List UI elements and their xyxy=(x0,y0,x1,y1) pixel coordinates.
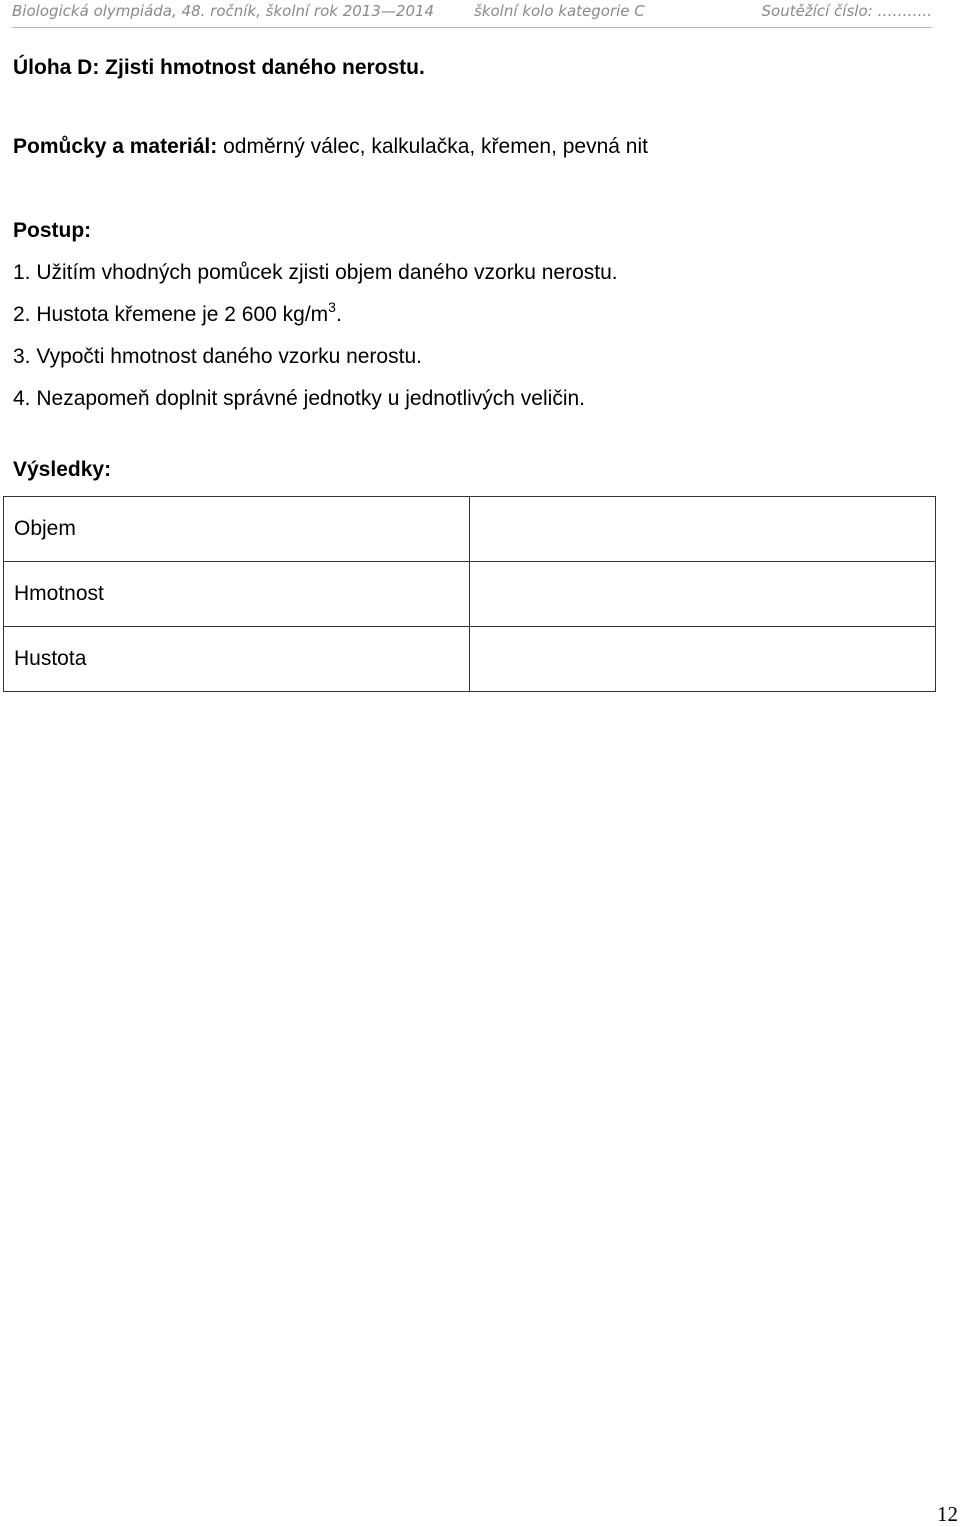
table-row xyxy=(4,627,936,692)
tools-label: Pomůcky a materiál: xyxy=(13,135,218,158)
results-answer-mass[interactable] xyxy=(470,562,936,627)
header-contestant-number: Soutěžící číslo: ……….. xyxy=(761,2,932,20)
results-answer-density[interactable] xyxy=(470,627,936,692)
procedure-step: 3. Vypočti hmotnost daného vzorku nerostu. xyxy=(13,345,422,368)
header-olympiad-info: Biologická olympiáda, 48. ročník, školní rok 2013—2014 xyxy=(12,2,435,20)
procedure-heading: Postup: xyxy=(13,219,92,242)
tools-value: odměrný válec, kalkulačka, křemen, pevná nit xyxy=(217,135,648,158)
page-header xyxy=(0,0,960,27)
table-row xyxy=(4,562,936,627)
header-divider xyxy=(12,27,932,28)
table-row xyxy=(4,497,936,562)
results-answer-volume[interactable] xyxy=(470,497,936,562)
results-label-density: Hustota xyxy=(4,627,470,692)
procedure-step-text: 2. Hustota křemene je 2 600 kg/m xyxy=(13,303,329,326)
tools-line xyxy=(13,135,648,159)
procedure-step: 1. Užitím vhodných pomůcek zjisti objem daného vzorku nerostu. xyxy=(13,261,618,284)
unit-exponent: 3 xyxy=(328,299,336,315)
procedure-step-suffix: . xyxy=(335,303,342,326)
page-number: 12 xyxy=(937,1502,958,1526)
results-label-mass: Hmotnost xyxy=(4,562,470,627)
results-table xyxy=(3,496,936,692)
header-round-category: školní kolo kategorie C xyxy=(474,2,645,20)
task-title: Úloha D: Zjisti hmotnost daného nerostu. xyxy=(13,56,425,79)
procedure-step: 4. Nezapomeň doplnit správné jednotky u jednotlivých veličin. xyxy=(13,387,585,410)
results-heading: Výsledky: xyxy=(13,458,112,481)
results-label-volume: Objem xyxy=(4,497,470,562)
procedure-step xyxy=(13,299,342,327)
